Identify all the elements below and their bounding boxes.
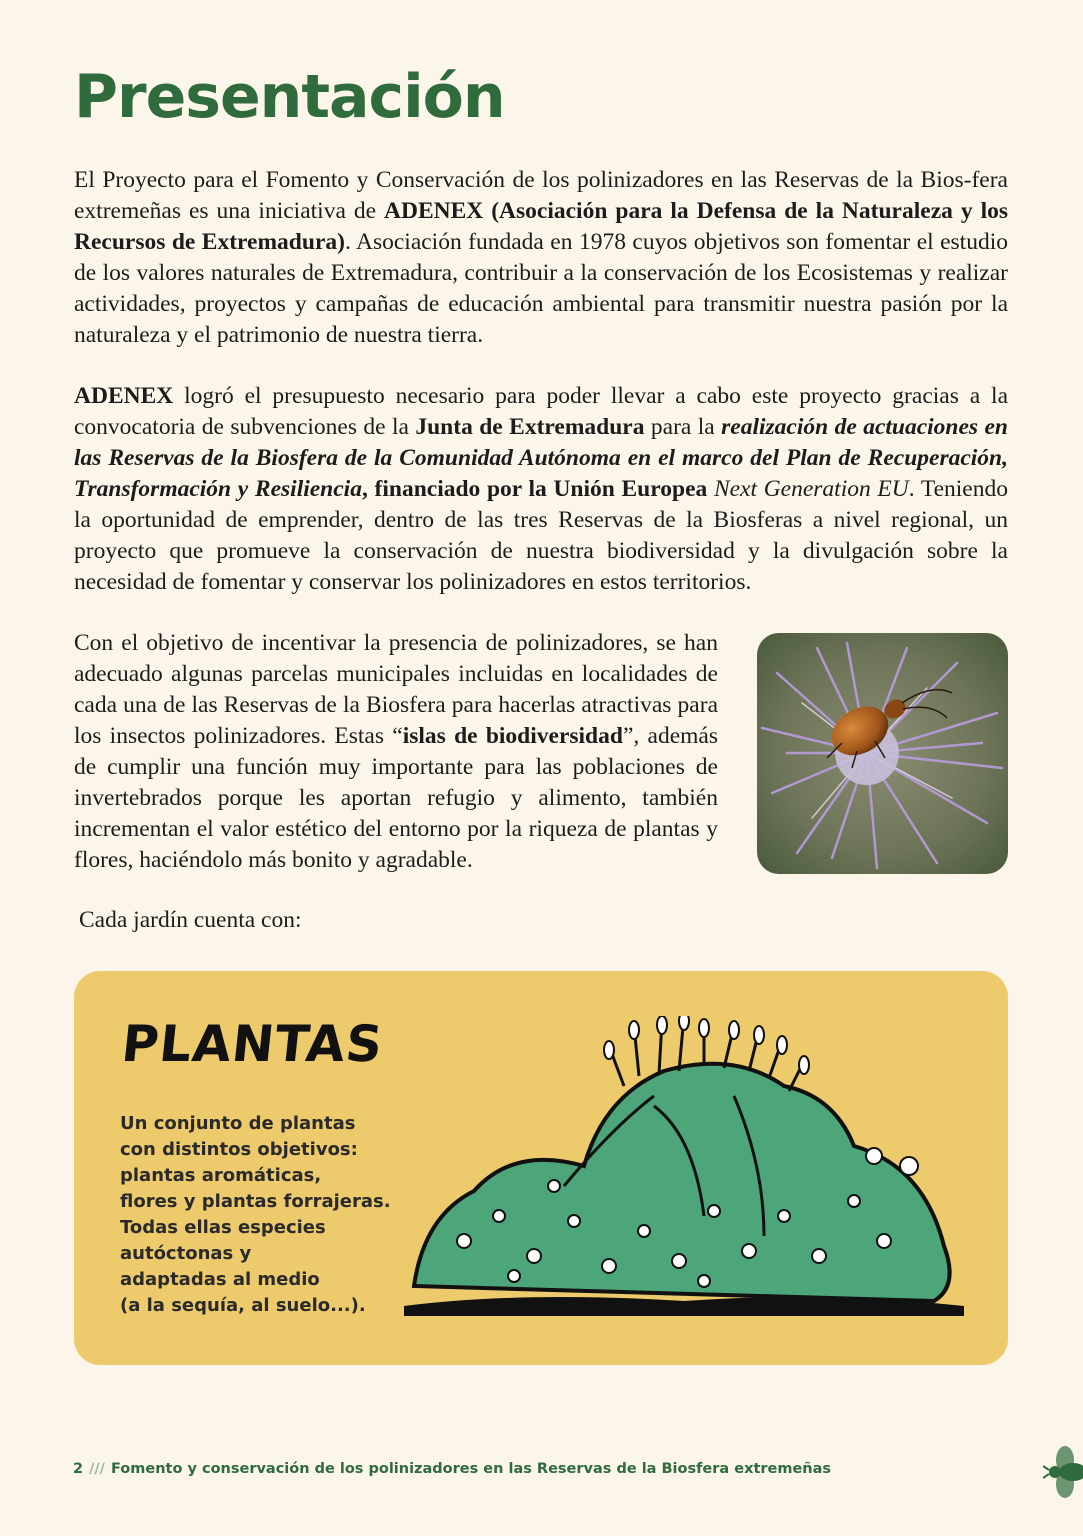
bee-icon — [1043, 1440, 1083, 1504]
paragraph-intro: El Proyecto para el Fomento y Conservación de los polinizadores en las Reservas de la Bios-fera extremeñas es una iniciativa de ADENEX (Asociación para la Defensa de la Naturaleza y los Recursos de Extremadura). Asociación fundada en 1978 cuyos objetivos son fomentar el estudio de los valores naturales de Extremadura, contribuir a la conservación de los Ecosistemas y realizar actividades, proyectos y campañas de educación ambiental para transmitir nuestra pasión por la naturaleza y el patrimonio de nuestra tierra. — [74, 167, 1008, 348]
card-line: autóctonas y — [120, 1243, 252, 1264]
card-line: flores y plantas forrajeras. — [120, 1191, 391, 1212]
footer-text: Fomento y conservación de los polinizadores en las Reservas de la Biosfera extremeñas — [110, 1461, 832, 1477]
card-line: plantas aromáticas, — [120, 1165, 322, 1186]
footer-separator: /// — [89, 1461, 105, 1477]
plants-card — [74, 971, 1008, 1365]
paragraph-funding: ADENEX logró el presupuesto necesario para poder llevar a cabo este proyecto gracias a la convocatoria de subvenciones de la Junta de Extremadura para la realización de actuaciones en las Reservas de la Biosfera de la Comunidad Autónoma en el marco del Plan de Recuperación, Transformación y Resiliencia, financiado por la Unión Europea Next Generation EU. Teniendo la oportunidad de emprender, dentro de las tres Reservas de la Biosferas a nivel regional, un proyecto que promueve la conservación de nuestra biodiversidad y la divulgación sobre la necesidad de fomentar y conservar los polinizadores en estos territorios. — [74, 383, 1008, 595]
plant-bush-illustration — [404, 1016, 974, 1331]
card-line: Un conjunto de plantas — [120, 1113, 356, 1134]
card-line: (a la sequía, al suelo...). — [120, 1295, 366, 1316]
card-line: Todas ellas especies — [120, 1217, 326, 1238]
card-line: con distintos objetivos: — [120, 1139, 358, 1160]
paragraph-objective: Con el objetivo de incentivar la presencia de polinizadores, se han adecuado algunas parcelas municipales incluidas en localidades de cada una de las Reservas de la Biosfera para hacerlas atractivas para los insectos polinizadores. Estas “islas de biodiversidad”, además de cumplir una función muy importante para las poblaciones de invertebrados porque les aportan refugio y alimento, también incrementan el valor estético del entorno por la riqueza de plantas y flores, haciéndolo más bonito y agradable. — [74, 630, 718, 873]
card-line: adaptadas al medio — [120, 1269, 320, 1290]
page-title: Presentación — [74, 62, 505, 132]
card-title: PLANTAS — [118, 1015, 387, 1073]
beetle-on-thistle-photo — [757, 633, 1008, 874]
page-number: 2 — [73, 1461, 84, 1477]
page-footer — [73, 1461, 831, 1477]
card-description — [120, 1111, 390, 1319]
gardens-intro: Cada jardín cuenta con: — [79, 907, 302, 933]
